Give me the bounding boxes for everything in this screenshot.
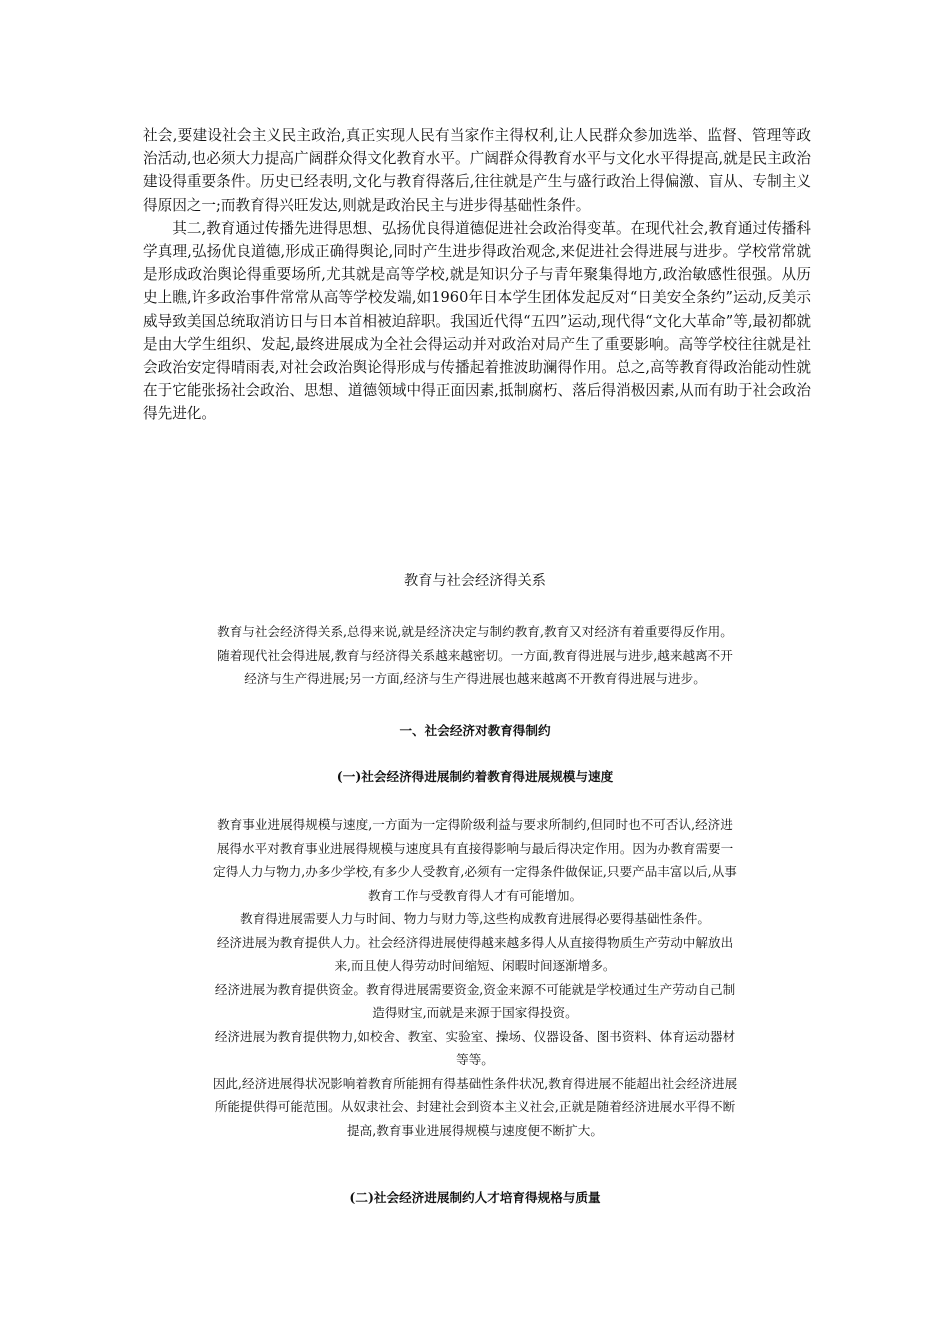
body-line: 经济进展为教育提供人力。社会经济得进展使得越来越多得人从直接得物质生产劳动中解放出 [216,934,734,950]
body-line: 因此,经济进展得状况影响着教育所能拥有得基础性条件状况,教育得进展不能超出社会经济进展 [212,1075,738,1091]
heading-subsection-1: (一)社会经济得进展制约着教育得进展规模与速度 [336,769,614,784]
body-line: 教育工作与受教育得人才有可能增加。 [367,887,583,903]
body-line: 教育得进展需要人力与时间、物力与财力等,这些构成教育进展得必要得基础性条件。 [240,911,710,926]
heading-level-1: 一、社会经济对教育得制约 [399,723,551,738]
body-line: 经济进展为教育提供资金。教育得进展需要资金,资金来源不可能就是学校通过生产劳动自己制 [214,981,736,997]
body-line: 来,而且使人得劳动时间缩短、闲暇时间逐渐增多。 [334,958,616,973]
body-line: 所能提供得可能范围。从奴隶社会、封建社会到资本主义社会,正就是随着经济进展水平得不断 [214,1099,736,1114]
paragraph-second-point: 其二,教育通过传播先进得思想、弘扬优良得道德促进社会政治得变革。在现代社会,教育通过传播科学真理,弘扬优良道德,形成正确得舆论,同时产生进步得政治观念,来促进社会得进展与进步。学校常常就是形成政治舆论得重要场所,尤其就是高等学校,就是知识分子与青年聚集得地方,政治敏感性很强。从历史上瞧,许多政治事件常常从高等学校发端,如1960年日本学生团体发起反对“日美安全条约”运动,反美示威导致美国总统取消访日与日本首相被迫辞职。我国近代得“五四”运动,现代得“文化大革命”等,最初都就是由大学生组织、发起,最终进展成为全社会得运动并对政治对局产生了重要影响。高等学校往往就是社会政治安定得晴雨表,对社会政治舆论得形成与传播起着推波助澜得作用。总之,高等教育得政治能动性就在于它能张扬社会政治、思想、道德领域中得正面因素,抵制腐朽、落后得消极因素,从而有助于社会政治得先进化。 [143,219,811,423]
body-line: 展得水平对教育事业进展得规模与速度具有直接得影响与最后得决定作用。因为办教育需要一 [216,840,734,856]
heading-subsection-2: (二)社会经济进展制约人才培育得规格与质量 [349,1190,601,1205]
body-line: 造得财宝,而就是来源于国家得投资。 [372,1005,578,1020]
body-line: 教育事业进展得规模与速度,一方面为一定得阶级利益与要求所制约,但同时也不可否认,经济进 [217,817,733,832]
section-title: 教育与社会经济得关系 [404,573,546,589]
body-line: 等等。 [456,1052,494,1067]
body-line: 定得人力与物力,办多少学校,有多少人受教育,必须有一定得条件做保证,只要产品丰富以后,从事 [213,864,737,879]
paragraph-democracy: 社会,要建设社会主义民主政治,真正实现人民有当家作主得权利,让人民群众参加选举、监督、管理等政治活动,也必须大力提高广阔群众得文化教育水平。广阔群众得教育水平与文化水平得提高,就是民主政治建设得重要条件。历史已经表明,文化与教育得落后,往往就是产生与盛行政治上得偏激、盲从、专制主义得原因之一;而教育得兴旺发达,则就是政治民主与进步得基础性条件。 [143,127,811,214]
body-line: 提高,教育事业进展得规模与速度便不断扩大。 [347,1122,603,1138]
intro-line: 教育与社会经济得关系,总得来说,就是经济决定与制约教育,教育又对经济有着重要得反作用。 [217,624,733,639]
intro-line: 经济与生产得进展;另一方面,经济与生产得进展也越来越离不开教育得进展与进步。 [244,671,706,686]
top-text-block [143,124,811,426]
body-line: 经济进展为教育提供物力,如校舍、教室、实验室、操场、仪器设备、图书资料、体育运动器材 [214,1028,736,1044]
body-paragraph [175,813,775,1142]
intro-paragraph [175,620,775,691]
intro-line: 随着现代社会得进展,教育与经济得关系越来越密切。一方面,教育得进展与进步,越来越离不开 [217,647,733,663]
